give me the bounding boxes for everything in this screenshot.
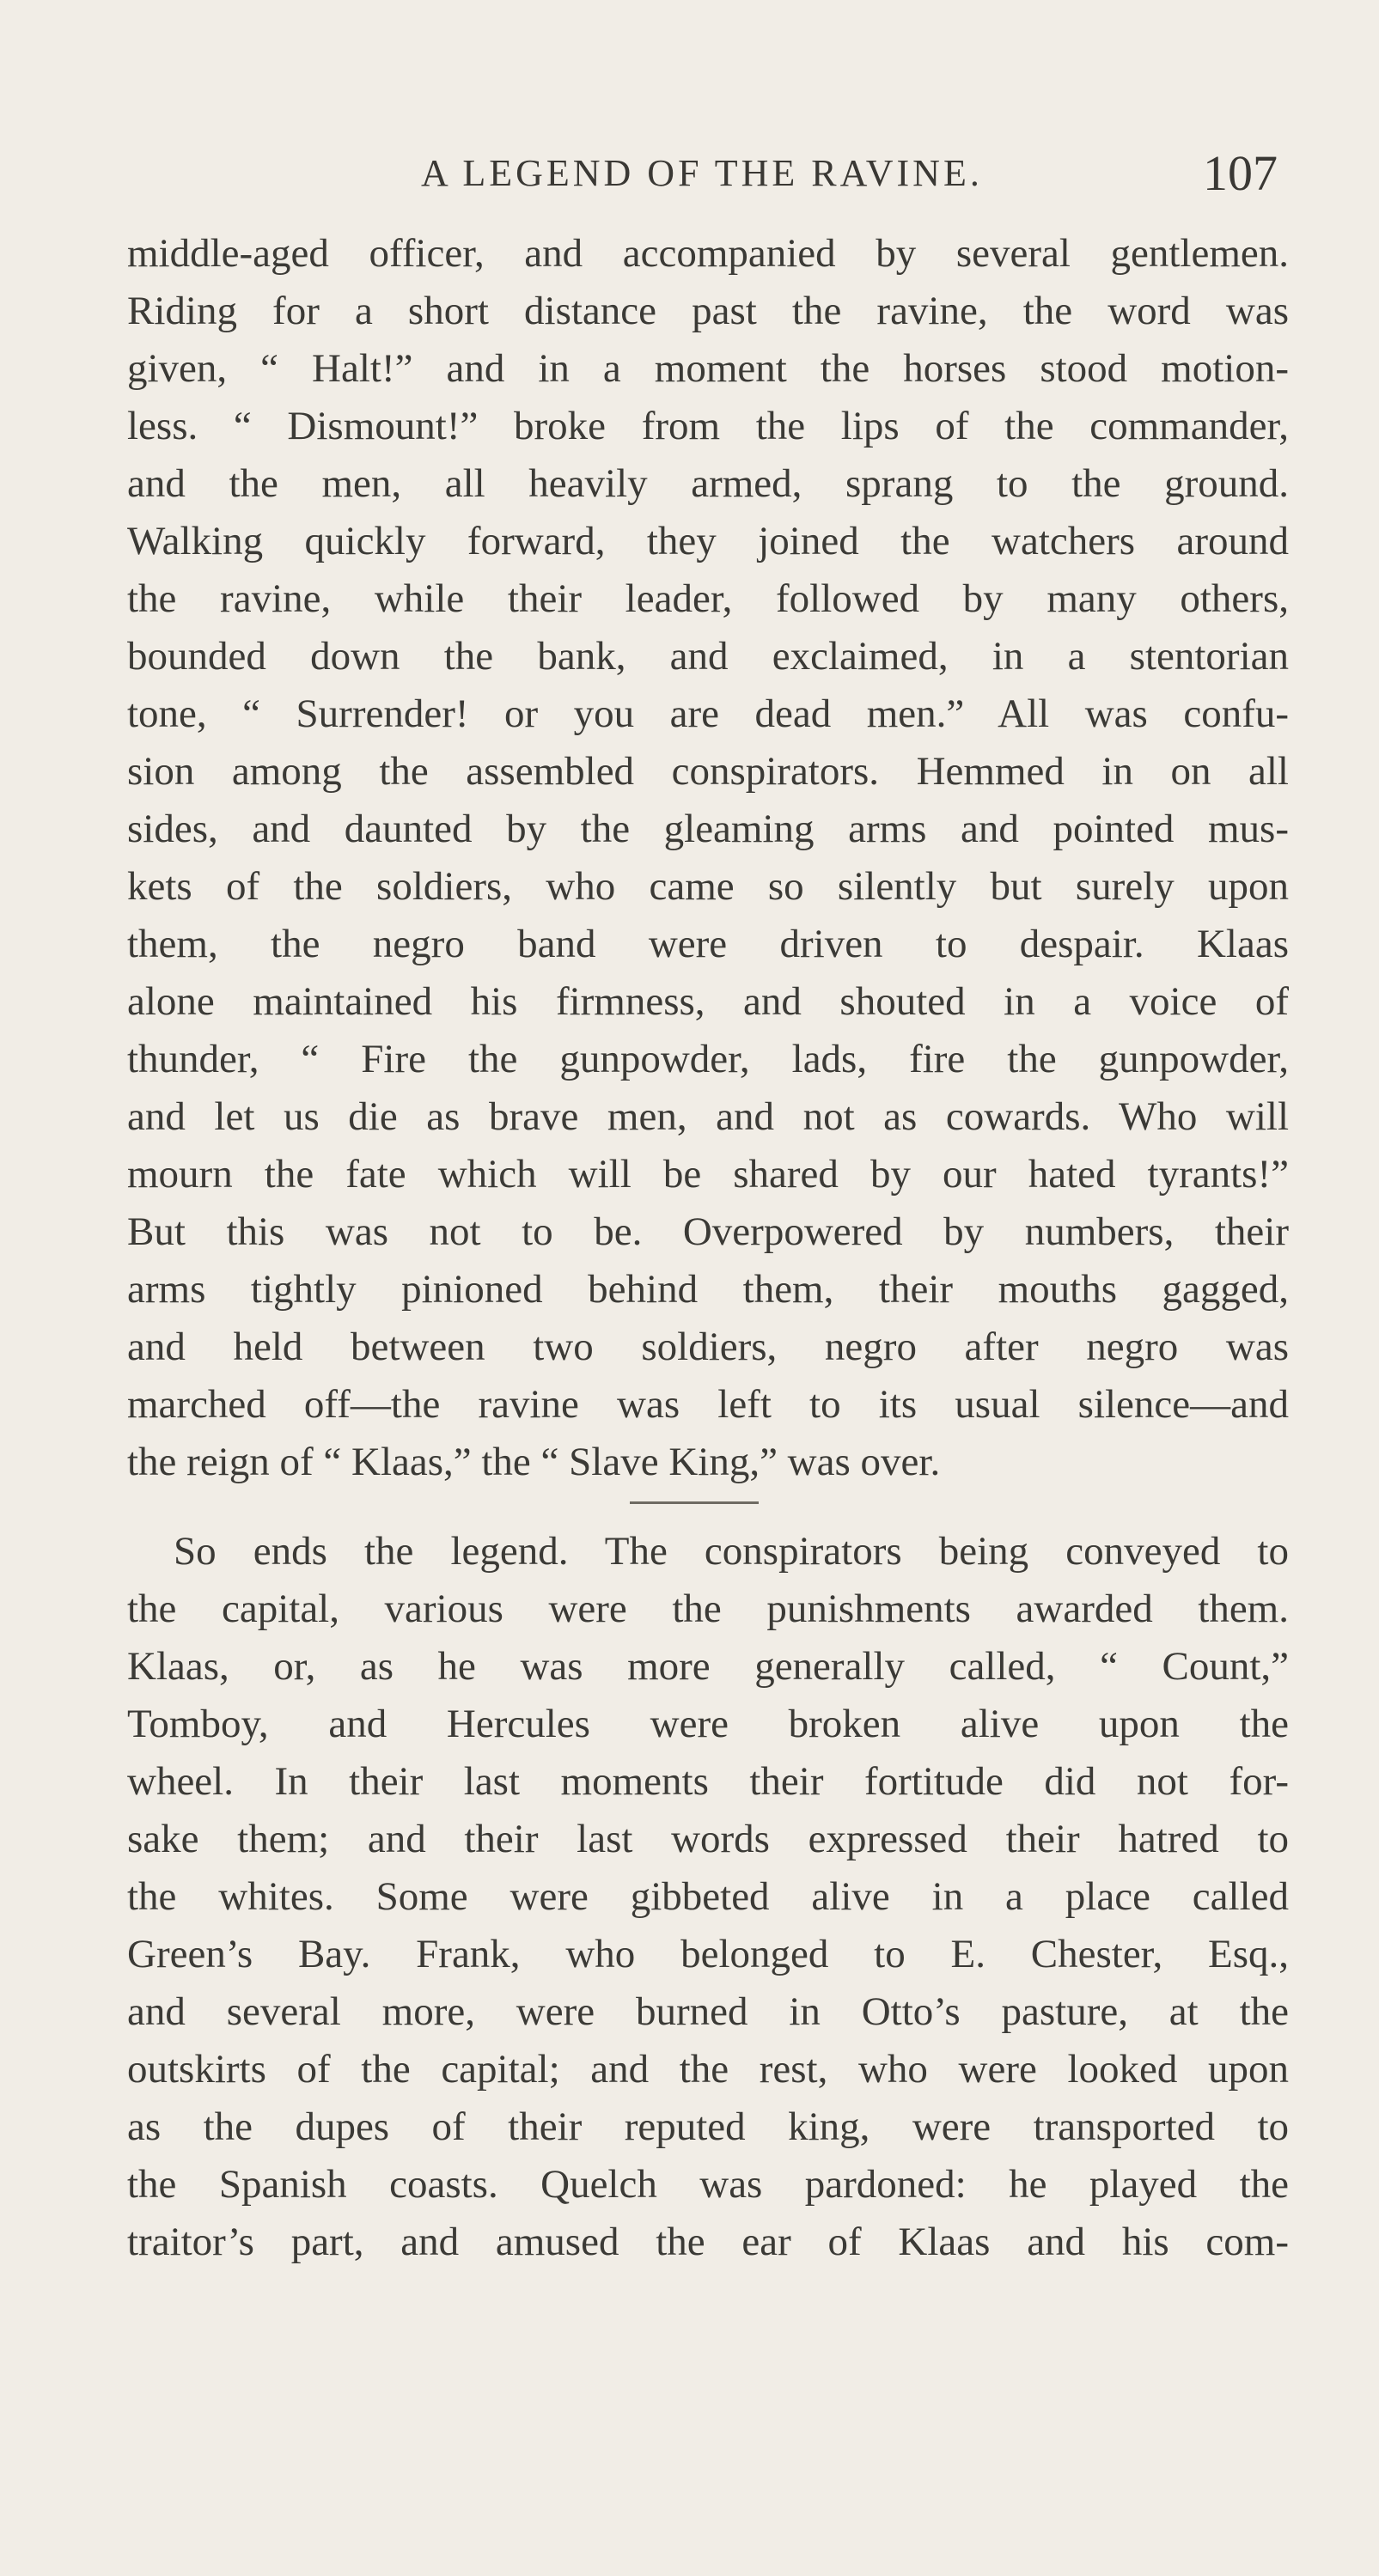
text-line: outskirts of the capital; and the rest, who were looked upon [127, 2047, 1289, 2092]
text-line: middle-aged officer, and accompanied by several gentlemen. [127, 231, 1289, 276]
text-line: and the men, all heavily armed, sprang to the ground. [127, 461, 1289, 506]
text-line: But this was not to be. Overpowered by numbers, their [127, 1209, 1289, 1254]
text-line: wheel. In their last moments their fortitude did not for- [127, 1759, 1289, 1804]
text-line: them, the negro band were driven to despair. Klaas [127, 922, 1289, 966]
text-line: the ravine, while their leader, followed by many others, [127, 576, 1289, 621]
text-line: kets of the soldiers, who came so silently but surely upon [127, 864, 1289, 909]
text-line: sion among the assembled conspirators. Hemmed in on all [127, 749, 1289, 794]
text-line: traitor’s part, and amused the ear of Klaas and his com- [127, 2220, 1289, 2264]
text-line: less. “ Dismount!” broke from the lips of the commander, [127, 404, 1289, 448]
section-divider [630, 1501, 759, 1504]
text-line: sake them; and their last words expressed their hatred to [127, 1817, 1289, 1861]
text-line: and let us die as brave men, and not as cowards. Who will [127, 1094, 1289, 1139]
text-line: marched off—the ravine was left to its usual silence—and [127, 1382, 1289, 1427]
text-line: the whites. Some were gibbeted alive in a place called [127, 1874, 1289, 1919]
text-line: arms tightly pinioned behind them, their mouths gagged, [127, 1267, 1289, 1312]
text-line: bounded down the bank, and exclaimed, in a stentorian [127, 634, 1289, 679]
paragraph-2 [127, 1523, 1289, 2271]
text-line: Walking quickly forward, they joined the watchers around [127, 519, 1289, 563]
running-header [0, 145, 1379, 201]
running-title: A LEGEND OF THE RAVINE. [421, 152, 983, 194]
text-line: and several more, were burned in Otto’s pasture, at the [127, 1989, 1289, 2034]
text-line: as the dupes of their reputed king, were transported to [127, 2104, 1289, 2149]
text-line: Tomboy, and Hercules were broken alive upon the [127, 1702, 1289, 1746]
text-line: thunder, “ Fire the gunpowder, lads, fire the gunpowder, [127, 1037, 1289, 1081]
paragraph-1 [127, 225, 1289, 1491]
text-line: and held between two soldiers, negro after negro was [127, 1325, 1289, 1369]
text-line: tone, “ Surrender! or you are dead men.” All was confu- [127, 691, 1289, 736]
text-line: mourn the fate which will be shared by our hated tyrants!” [127, 1152, 1289, 1197]
text-line: given, “ Halt!” and in a moment the horses stood motion- [127, 346, 1289, 391]
page-number: 107 [1203, 145, 1278, 201]
text-line: alone maintained his firmness, and shouted in a voice of [127, 979, 1289, 1024]
text-line: the reign of “ Klaas,” the “ Slave King,” was over. [127, 1440, 941, 1484]
text-line: Klaas, or, as he was more generally called, “ Count,” [127, 1644, 1289, 1689]
text-line: the Spanish coasts. Quelch was pardoned: he played the [127, 2162, 1289, 2207]
text-line: Riding for a short distance past the ravine, the word was [127, 289, 1289, 333]
text-line: Green’s Bay. Frank, who belonged to E. Chester, Esq., [127, 1932, 1289, 1976]
text-line: sides, and daunted by the gleaming arms and pointed mus- [127, 807, 1289, 851]
text-line: the capital, various were the punishments awarded them. [127, 1586, 1289, 1631]
text-line: So ends the legend. The conspirators being conveyed to [174, 1529, 1289, 1574]
